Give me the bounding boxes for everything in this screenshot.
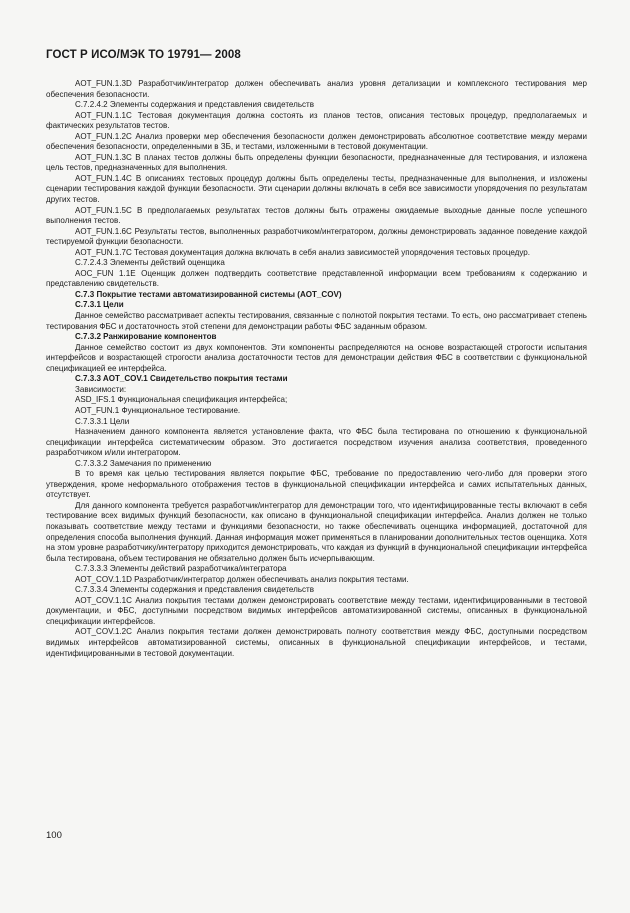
paragraph: AOC_FUN 1.1E Оценщик должен подтвердить соответствие представленной информации всем требованиям к содержанию и представлению свидетельств. [46,268,587,289]
running-header: ГОСТ Р ИСО/МЭК ТО 19791— 2008 [46,49,241,61]
paragraph: AOT_FUN.1.5C В предполагаемых результатах тестов должны быть отражены ожидаемые выходные данные после успешного выполнения тестов. [46,205,587,226]
section-heading: C.7.3.2 Ранжирование компонентов [75,332,217,342]
paragraph: В то время как целью тестирования является покрытие ФБС, требование по предоставлению чего-либо для проверки этого утверждения, кроме неформального отображения тестов в функциональной спецификации интерфейса и самих испытательных данных, отсутствует. [46,469,587,500]
paragraph: AOT_COV.1.1D Разработчик/интегратор должен обеспечивать анализ покрытия тестами. [75,574,409,584]
paragraph: Зависимости: [75,384,127,394]
paragraph: AOT_FUN.1.1C Тестовая документация должна состоять из планов тестов, описания тестовых процедур, предполагаемых и фактических результатов тестов. [46,110,587,131]
paragraph: C.7.3.3.3 Элементы действий разработчика/интегратора [75,564,287,574]
paragraph: Для данного компонента требуется разработчик/интегратор для демонстрации того, что идентифицированные тесты включают в себя тестирование всех видимых функций безопасности, как описано в функциональной спецификации интерфейса. Анализ должен не только показывать соответствие между тестами и функциями безопасности, но также обеспечивать оценщика информацией, достаточной для определения способа выполнения функций. Данная информация может применяться в планировании дополнительных тестов оценщика. Хотя на этом уровне разработчику/интегратору приходится демонстрировать, что каждая из функций в функциональной спецификации интерфейса была тестирована, объем тестирования не обязательно должен быть исчерпывающим. [46,500,587,563]
paragraph: AOT_FUN.1.4C В описаниях тестовых процедур должны быть определены тесты, предназначенные для выполнения, и изложены сценарии тестирования каждой функции безопасности. Эти сценарии должны включать в себя все зависимости упорядочения по результатам других тестов. [46,173,587,205]
paragraph: AOT_FUN.1.3D Разработчик/интегратор должен обеспечивать анализ уровня детализации и комплексного тестирования мер обеспечения безопасности. [46,79,587,99]
page-number: 100 [46,830,62,841]
paragraph: ASD_IFS.1 Функциональная спецификация интерфейса; [75,395,288,405]
paragraph: C.7.3.3.4 Элементы содержания и представления свидетельств [75,585,314,595]
paragraph: AOT_FUN.1.6C Результаты тестов, выполненных разработчиком/интегратором, должны демонстрировать заданное поведение каждой тестируемой функции безопасности. [46,226,587,247]
section-heading: C.7.3.3 AOT_COV.1 Свидетельство покрытия тестами [75,374,288,384]
paragraph: Данное семейство состоит из двух компонентов. Эти компоненты распределяются на основе возрастающей строгости испытания интерфейсов и возрастающей строгости анализа достаточности тестов для демонстрации действия ФБС в соответствии с функциональной спецификацией ее интерфейса. [46,342,587,373]
section-heading: C.7.3 Покрытие тестами автоматизированной системы (AOT_COV) [75,289,342,299]
paragraph: AOT_COV.1.1C Анализ покрытия тестами должен демонстрировать соответствие между тестами, идентифицированными в тестовой документации, и ФБС, доступными посредством видимых интерфейсов автоматизированной системы, описанных в функциональной спецификации интерфейсов. [46,595,587,626]
paragraph: C.7.3.3.2 Замечания по применению [75,458,212,468]
paragraph: AOT_COV.1.2C Анализ покрытия тестами должен демонстрировать полноту соответствия между ФБС, доступными посредством видимых интерфейсов автоматизированной системы, описанных в функциональной спецификации интерфейсов, и тестами, идентифицированными в тестовой документации. [46,627,587,658]
paragraph: C.7.2.4.2 Элементы содержания и представления свидетельств [75,100,314,110]
paragraph: Данное семейство рассматривает аспекты тестирования, связанные с полнотой покрытия тестами. То есть, оно рассматривает степень тестирования ФБС и достаточность этой степени для демонстрации работы ФБС заданным образом. [46,311,587,331]
paragraph: AOT_FUN.1.2C Анализ проверки мер обеспечения безопасности должен демонстрировать абсолютное соответствие между мерами обеспечения безопасности, определенными в ЗБ, и тестами, изложенными в тестовой документации. [46,131,587,152]
paragraph: C.7.2.4.3 Элементы действий оценщика [75,258,225,268]
paragraph: AOT_FUN.1.7C Тестовая документация должна включать в себя анализ зависимостей упорядочения тестовых процедур. [75,247,530,257]
section-heading: C.7.3.1 Цели [75,300,124,310]
paragraph: AOT_FUN.1 Функциональное тестирование. [75,405,241,415]
paragraph: Назначением данного компонента является установление факта, что ФБС была тестирована по отношению к функциональной спецификации интерфейса систематическим образом. Это достигается посредством изучения анализа соответствия, проведенного разработчиком и/или интегратором. [46,427,587,458]
paragraph: AOT_FUN.1.3C В планах тестов должны быть определены функции безопасности, предназначенные для тестирования, и изложена цель тестов, предназначенных для выполнения. [46,152,587,173]
paragraph: C.7.3.3.1 Цели [75,416,130,426]
body-text [46,79,587,659]
